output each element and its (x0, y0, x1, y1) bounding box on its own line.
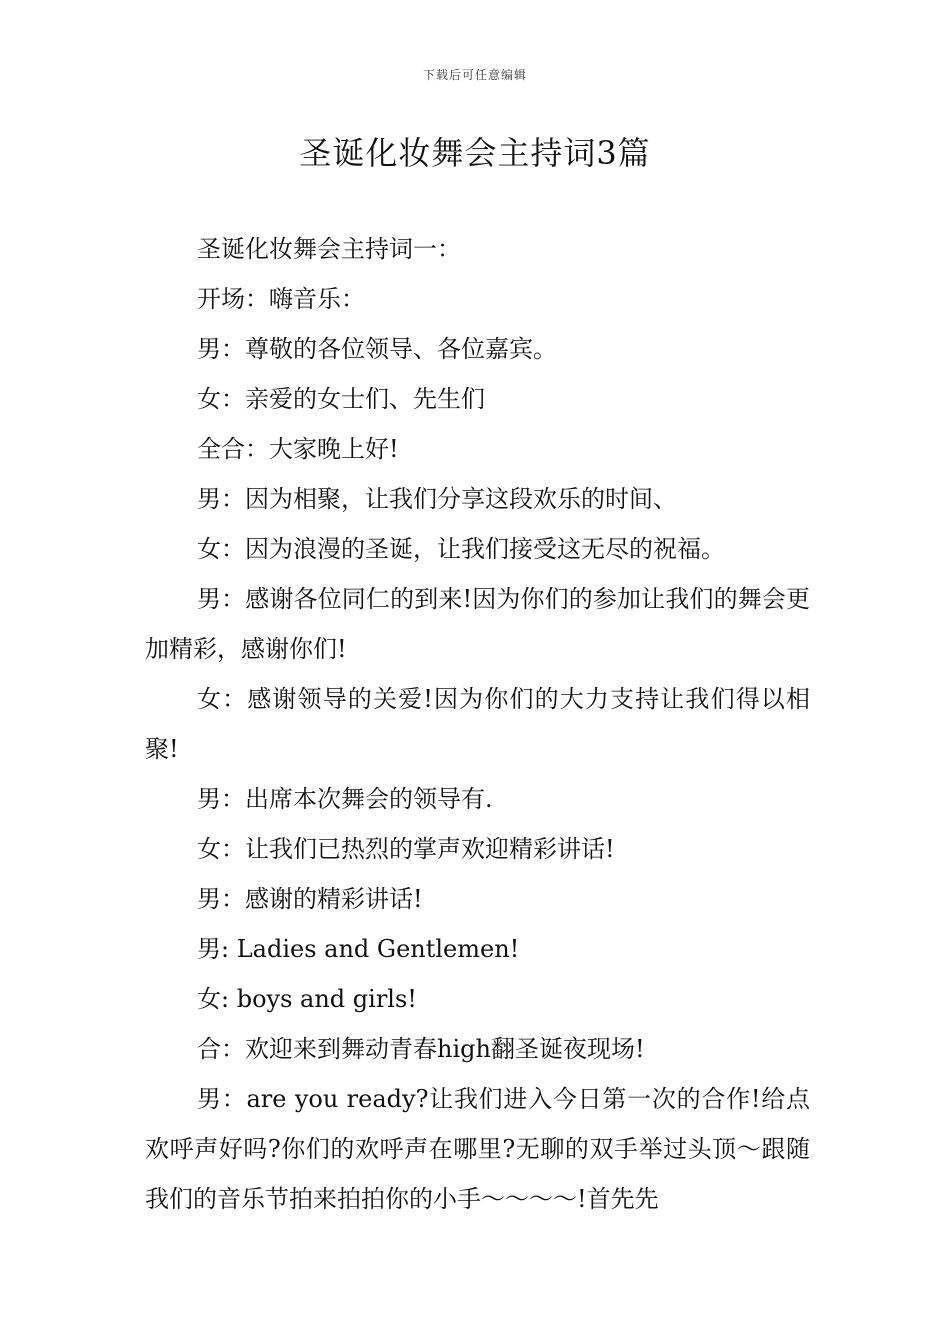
paragraph: 女：让我们已热烈的掌声欢迎精彩讲话! (197, 835, 615, 863)
paragraph: 圣诞化妆舞会主持词一： (197, 235, 461, 263)
paragraph: 女：因为浪漫的圣诞，让我们接受这无尽的祝福。 (197, 535, 725, 563)
paragraph: 全合：大家晚上好! (197, 435, 399, 463)
paragraph: 男: Ladies and Gentlemen! (197, 935, 520, 963)
paragraph: 男：尊敬的各位领导、各位嘉宾。 (197, 335, 557, 363)
document-title: 圣诞化妆舞会主持词3篇 (299, 134, 651, 172)
paragraph: 女：亲爱的女士们、先生们 (197, 385, 485, 413)
paragraph: 开场：嗨音乐： (197, 285, 365, 313)
paragraph: 男：感谢各位同仁的到来!因为你们的参加让我们的舞会更加精彩，感谢你们! (145, 585, 810, 663)
paragraph: 合：欢迎来到舞动青春high翻圣诞夜现场! (197, 1035, 645, 1063)
paragraph: 女: boys and girls! (197, 985, 417, 1013)
header-note: 下载后可任意编辑 (422, 68, 527, 82)
document-body (145, 224, 810, 1224)
paragraph: 男：出席本次舞会的领导有. (197, 785, 493, 813)
paragraph: 男：感谢的精彩讲话! (197, 885, 423, 913)
paragraph: 男：因为相聚，让我们分享这段欢乐的时间、 (197, 485, 677, 513)
paragraph: 女：感谢领导的关爱!因为你们的大力支持让我们得以相聚! (145, 685, 810, 763)
paragraph: 男：are you ready?让我们进入今日第一次的合作!给点欢呼声好吗?你们的欢呼声在哪里?无聊的双手举过头顶～跟随我们的音乐节拍来拍拍你的小手～～～～!首先先 (145, 1085, 810, 1213)
